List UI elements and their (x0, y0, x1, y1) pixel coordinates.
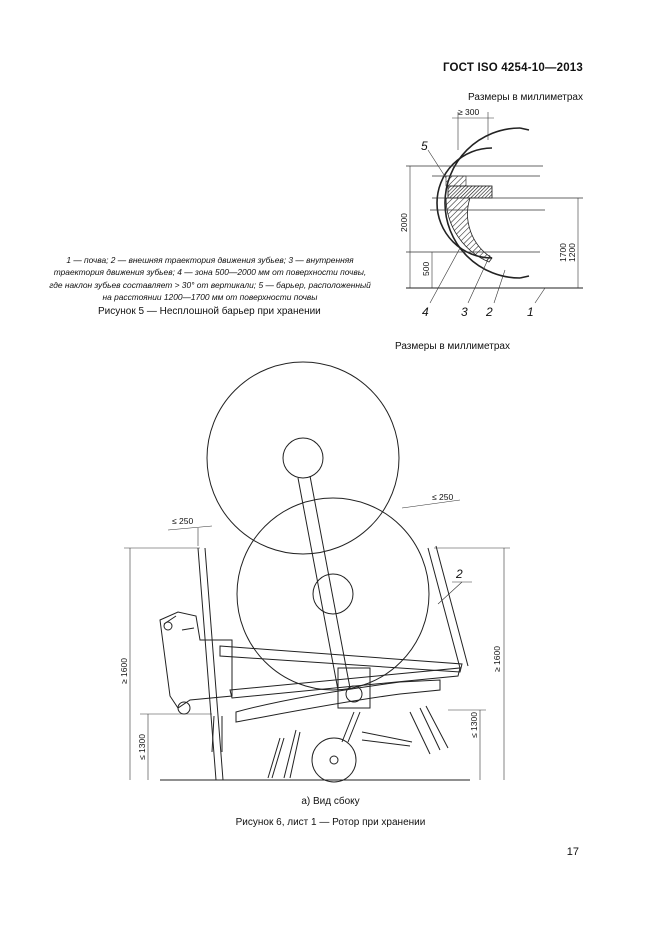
standard-header: ГОСТ ISO 4254-10—2013 (442, 62, 583, 74)
label-2: 2 (486, 305, 493, 319)
legend-line: на расстоянии 1200—1700 мм от поверхности почвы (102, 292, 318, 303)
legend-line: где наклон зубьев составляет > 30° от вертикали; 5 — барьер, расположенный (49, 279, 371, 290)
figure5-caption: Рисунок 5 — Несплошной барьер при хранении (98, 306, 321, 317)
figure5-units-note: Размеры в миллиметрах (468, 92, 583, 103)
dim-2000: 2000 (399, 213, 409, 232)
label-3: 3 (461, 305, 468, 319)
label-5: 5 (421, 139, 428, 153)
legend-line: траектория движения зубьев; 4 — зона 500—2000 мм от поверхности почвы, (53, 267, 367, 278)
dim-1700: 1700 (558, 243, 568, 262)
figure6-units-note: Размеры в миллиметрах (395, 341, 510, 352)
rotor-circle-upper (207, 362, 399, 554)
figure6-subcaption: а) Вид сбоку (301, 796, 360, 807)
page-number: 17 (566, 846, 579, 858)
dim6-left-tall: ≥ 1600 (119, 658, 129, 684)
label6-2: 2 (456, 567, 463, 581)
legend-line: 1 — почва; 2 — внешняя траектория движения зубьев; 3 — внутренняя (66, 255, 354, 265)
figure6-caption: Рисунок 6, лист 1 — Ротор при хранении (235, 817, 426, 828)
wheel (312, 738, 356, 782)
dim6-left-short: ≤ 1300 (137, 734, 147, 760)
dim6-right-top: ≤ 250 (432, 492, 454, 502)
dim-top: ≥ 300 (458, 107, 480, 117)
dim-1200: 1200 (567, 243, 577, 262)
dim6-right-tall: ≥ 1600 (492, 646, 502, 672)
dim6-right-short: ≤ 1300 (469, 712, 479, 738)
dim6-left-top: ≤ 250 (172, 516, 194, 526)
label-4: 4 (422, 305, 429, 319)
label-1: 1 (527, 305, 534, 319)
dim-500: 500 (421, 261, 431, 276)
